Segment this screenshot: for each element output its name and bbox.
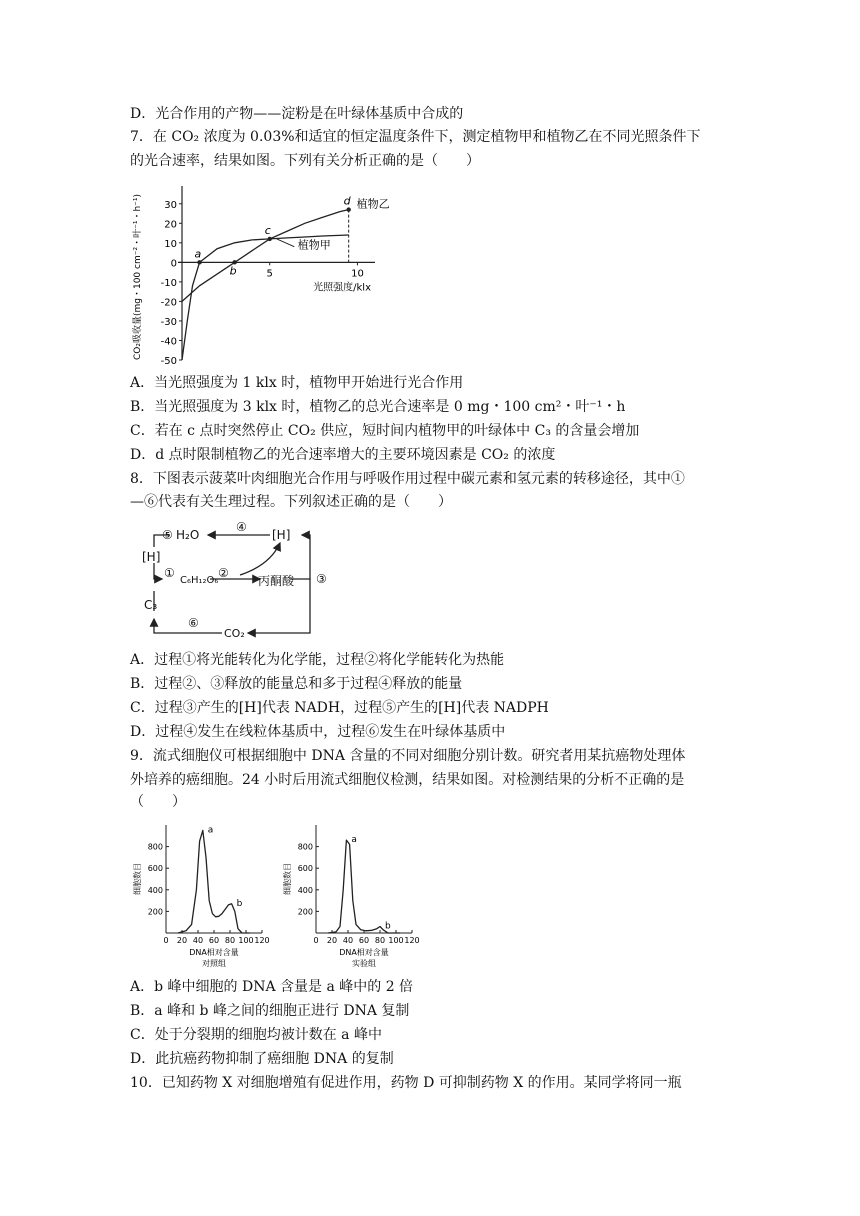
node-4: ④ bbox=[236, 520, 247, 534]
q8-option-d: D．过程④发生在线粒体基质中，过程⑥发生在叶绿体基质中 bbox=[130, 724, 506, 740]
x-axis-label: 光照强度/klx bbox=[313, 282, 371, 294]
x-tick-label: 5 bbox=[266, 268, 273, 280]
x-tick-label: 100 bbox=[388, 936, 404, 945]
y-tick-label: 400 bbox=[297, 885, 313, 895]
series-leader-jia bbox=[277, 239, 295, 247]
q9-option-b: B．a 峰和 b 峰之间的细胞正进行 DNA 复制 bbox=[130, 1003, 410, 1019]
q8-option-c: C．过程③产生的[H]代表 NADH，过程⑤产生的[H]代表 NADPH bbox=[130, 700, 549, 716]
series-line-1 bbox=[182, 235, 349, 360]
q9-stem-line1: 9．流式细胞仪可根据细胞中 DNA 含量的不同对细胞分别计数。研究者用某抗癌物处理体 bbox=[130, 748, 686, 764]
q7-stem-line2: 的光合速率，结果如图。下列有关分析正确的是（ ） bbox=[130, 153, 480, 169]
y-tick-label: 400 bbox=[147, 885, 163, 895]
point-label-d: d bbox=[343, 194, 351, 208]
x-tick-label: 120 bbox=[254, 936, 270, 945]
q9-experiment-histogram bbox=[282, 813, 432, 973]
q9-control-histogram bbox=[132, 813, 282, 973]
node-5: ⑤ bbox=[162, 528, 173, 542]
y-tick-label: 600 bbox=[297, 864, 313, 874]
y-tick-label: -10 bbox=[160, 277, 177, 289]
x-tick-label: 10 bbox=[351, 268, 364, 280]
node-co2: CO₂ bbox=[224, 627, 245, 640]
x-tick-label: 60 bbox=[358, 936, 370, 945]
x-axis-label: DNA相对含量 bbox=[189, 948, 239, 957]
q7-option-a: A．当光照强度为 1 klx 时，植物甲开始进行光合作用 bbox=[130, 375, 464, 391]
x-tick-label: 40 bbox=[192, 936, 204, 945]
node-1: ① bbox=[164, 566, 175, 580]
x-tick-label: 0 bbox=[313, 936, 319, 945]
node-glucose: C₆H₁₂O₆ bbox=[180, 575, 219, 586]
node-h2o: H₂O bbox=[176, 528, 200, 542]
y-tick-label: -50 bbox=[160, 356, 177, 367]
x-axis-label: DNA相对含量 bbox=[339, 948, 389, 957]
x-tick-label: 80 bbox=[224, 936, 236, 945]
point-label-c: c bbox=[264, 223, 271, 237]
q8-transfer-diagram bbox=[140, 515, 350, 643]
q10-stem-line1: 10．已知药物 X 对细胞增殖有促进作用，药物 D 可抑制药物 X 的作用。某同学将同一瓶 bbox=[130, 1075, 682, 1091]
node-c3: C₃ bbox=[144, 598, 158, 612]
x-tick-label: 20 bbox=[176, 936, 188, 945]
q6-option-d: D．光合作用的产物——淀粉是在叶绿体基质中合成的 bbox=[130, 106, 464, 122]
node-6: ⑥ bbox=[188, 616, 199, 630]
y-axis-label: 细胞数目 bbox=[283, 863, 292, 895]
q8-stem-line2: —⑥代表有关生理过程。下列叙述正确的是（ ） bbox=[130, 494, 452, 510]
point-d bbox=[346, 207, 350, 211]
q7-option-c: C．若在 c 点时突然停止 CO₂ 供应，短时间内植物甲的叶绿体中 C₃ 的含量会增加 bbox=[130, 423, 640, 439]
series-label-yi: 植物乙 bbox=[356, 197, 390, 211]
y-tick-label: 0 bbox=[170, 258, 177, 270]
x-tick-label: 120 bbox=[404, 936, 420, 945]
histogram-curve bbox=[328, 840, 400, 933]
q9-stem-line2: 外培养的癌细胞。24 小时后用流式细胞仪检测，结果如图。对检测结果的分析不正确的是 bbox=[130, 772, 685, 788]
y-tick-label: -40 bbox=[160, 336, 177, 348]
node-pyruvate: 丙酮酸 bbox=[258, 574, 295, 588]
y-tick-label: 10 bbox=[164, 238, 177, 250]
chart-caption: 对照组 bbox=[202, 959, 226, 968]
y-tick-label: 600 bbox=[147, 864, 163, 874]
x-tick-label: 100 bbox=[238, 936, 254, 945]
peak-label-a: a bbox=[207, 825, 214, 836]
y-tick-label: 200 bbox=[297, 907, 313, 917]
node-2: ② bbox=[218, 566, 229, 580]
point-a bbox=[197, 260, 201, 264]
x-tick-label: 80 bbox=[374, 936, 386, 945]
point-c bbox=[268, 237, 272, 241]
q8-stem-line1: 8．下图表示菠菜叶肉细胞光合作用与呼吸作用过程中碳元素和氢元素的转移途径，其中① bbox=[130, 471, 685, 487]
y-axis-label: 细胞数目 bbox=[133, 863, 142, 895]
y-tick-label: 200 bbox=[147, 907, 163, 917]
point-label-b: b bbox=[229, 264, 237, 278]
q7-stem-line1: 7．在 CO₂ 浓度为 0.03%和适宜的恒定温度条件下，测定植物甲和植物乙在不同光照条件下 bbox=[130, 129, 701, 145]
y-tick-label: 20 bbox=[164, 219, 177, 231]
peak-label-a: a bbox=[351, 835, 357, 846]
y-tick-label: 30 bbox=[164, 199, 177, 211]
y-tick-label: 800 bbox=[297, 842, 313, 852]
x-tick-label: 0 bbox=[163, 936, 169, 945]
y-tick-label: -20 bbox=[160, 297, 177, 309]
q8-option-a: A．过程①将光能转化为化学能，过程②将化学能转化为热能 bbox=[130, 652, 505, 668]
q9-option-c: C．处于分裂期的细胞均被计数在 a 峰中 bbox=[130, 1027, 382, 1043]
peak-label-b: b bbox=[385, 921, 391, 932]
x-tick-label: 40 bbox=[342, 936, 354, 945]
point-label-a: a bbox=[194, 247, 202, 261]
q9-option-d: D．此抗癌药物抑制了癌细胞 DNA 的复制 bbox=[130, 1051, 394, 1067]
q8-option-b: B．过程②、③释放的能量总和多于过程④释放的能量 bbox=[130, 676, 463, 692]
node-h-top: [H] bbox=[272, 528, 291, 542]
node-3: ③ bbox=[316, 572, 327, 586]
q7-option-d: D．d 点时限制植物乙的光合速率增大的主要环境因素是 CO₂ 的浓度 bbox=[130, 447, 556, 463]
q7-option-b: B．当光照强度为 3 klx 时，植物乙的总光合速率是 0 mg・100 cm²・叶⁻¹・h bbox=[130, 399, 626, 415]
x-tick-label: 20 bbox=[326, 936, 338, 945]
q9-option-a: A．b 峰中细胞的 DNA 含量是 a 峰中的 2 倍 bbox=[130, 979, 414, 995]
y-tick-label: 800 bbox=[147, 842, 163, 852]
histogram-curve bbox=[178, 830, 250, 933]
x-tick-label: 60 bbox=[208, 936, 220, 945]
y-tick-label: -30 bbox=[160, 316, 177, 328]
peak-label-b: b bbox=[236, 898, 243, 909]
q9-stem-line3: （ ） bbox=[130, 794, 186, 810]
chart-caption: 实验组 bbox=[352, 959, 376, 968]
y-axis-label: CO₂吸收量(mg・100 cm⁻²・叶⁻¹・h⁻¹) bbox=[133, 193, 143, 361]
series-label-jia: 植物甲 bbox=[297, 238, 331, 252]
node-h-left: [H] bbox=[142, 550, 161, 564]
q7-light-rate-chart bbox=[130, 174, 402, 368]
